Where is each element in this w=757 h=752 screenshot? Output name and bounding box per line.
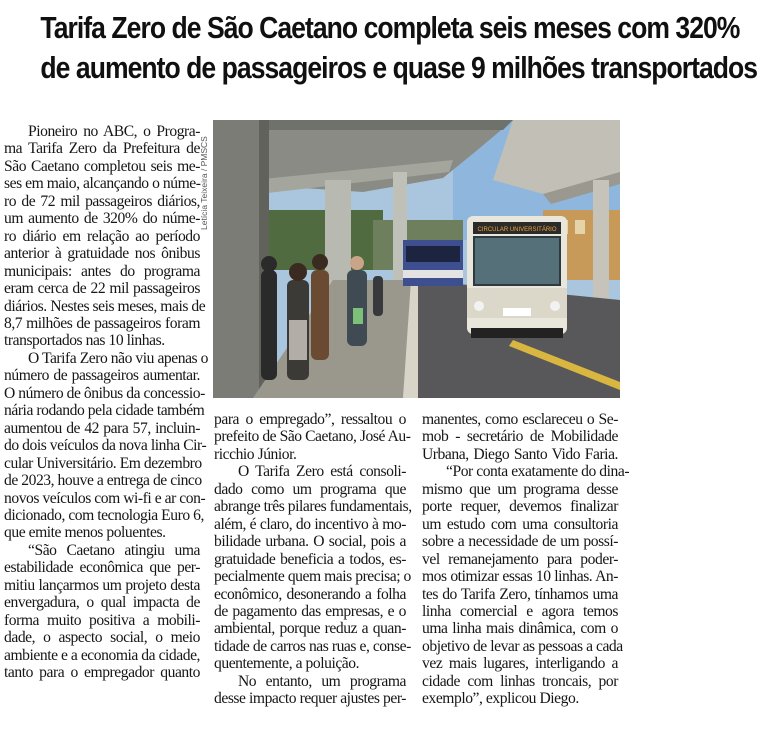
text-line: econômico, desonerando a folha [214, 585, 406, 603]
text-line: desse impacto requer ajustes per- [214, 690, 406, 708]
text-line: envergadura, o qual impacta de [4, 594, 200, 612]
text-line: 8,7 milhões de passageiros foram [4, 314, 200, 332]
text-line: para o empregado”, ressaltou o [214, 411, 406, 428]
text-line: ambiental, porque reduz a quan- [214, 620, 406, 638]
text-line: anterior à gratuidade nos ônibus [4, 245, 200, 263]
text-line: forma muito positiva a mobili- [4, 611, 200, 629]
text-line: do dois veículos da nova linha Cir- [4, 437, 207, 455]
text-line: transportados nas 10 linhas. [4, 332, 165, 350]
text-line: um estudo com uma consultoria [422, 515, 618, 533]
text-line: ma Tarifa Zero da Prefeitura de [4, 140, 200, 158]
text-line: ambiente e a economia da cidade, [4, 646, 201, 664]
text-line: um aumento de 320% do núme- [4, 210, 200, 228]
text-line: que emite menos poluentes. [4, 524, 166, 542]
text-line: vez mais lugares, interligando a [422, 655, 618, 673]
text-line: ro de 72 mil passageiros diários, [4, 192, 200, 210]
text-line: municipais: antes do programa [4, 262, 200, 280]
text-line: “São Caetano atingiu uma [28, 541, 200, 559]
text-line: novos veículos com wi-fi e ar con- [4, 489, 206, 507]
text-line: gratuidade beneficia a todos, es- [214, 550, 406, 568]
text-line: abrange três pilares fundamentais, [214, 498, 412, 516]
text-line: ses em maio, alcançando o núme- [4, 175, 201, 193]
text-line: Pioneiro no ABC, o Progra- [28, 123, 200, 140]
text-line: linha comercial e agora temos [422, 602, 618, 620]
text-line: porte requer, devemos finalizar [422, 498, 618, 516]
text-line: número de passageiros aumentar. [4, 367, 200, 385]
text-line: nária rodando pela cidade também [4, 402, 205, 420]
text-line: No entanto, um programa [238, 672, 406, 690]
text-line: dade, o aspecto social, o meio [4, 629, 200, 647]
text-line: dicionado, com tecnologia Euro 6, [4, 506, 204, 524]
headline-line-2: de aumento de passageiros e quase 9 milhões transportados [40, 51, 757, 85]
text-line: bilidade urbana. O social, pois a [214, 533, 406, 551]
text-line: tes do Tarifa Zero, tínhamos uma [422, 585, 618, 603]
text-line: objetivo de levar as pessoas a cada [422, 637, 623, 655]
text-line: cular Universitário. Em dezembro [4, 454, 202, 472]
text-line: eram cerca de 22 mil passageiros [4, 280, 200, 298]
text-line: mos otimizar essas 10 linhas. An- [422, 568, 618, 586]
photo-credit: Letícia Teixeira / PMSCS [199, 136, 209, 230]
text-line: mismo que um programa desse [422, 480, 618, 498]
text-line: prefeito de São Caetano, José Au- [214, 428, 411, 446]
bus-route-sign: CIRCULAR UNIVERSITÁRIO [477, 227, 557, 233]
text-line: exemplo”, explicou Diego. [422, 690, 579, 708]
text-line: dado como um programa que [214, 480, 406, 498]
text-line: vel remanejamento para poder- [422, 550, 618, 568]
text-line: ro diário em relação ao período [4, 227, 200, 245]
text-line: tanto para o empregador quanto [4, 664, 200, 682]
text-line: Urbana, Diego Santo Vido Faria. [422, 445, 618, 463]
headline-line-1: Tarifa Zero de São Caetano completa seis meses com 320% [40, 11, 740, 45]
text-line: ricchio Júnior. [214, 445, 297, 463]
text-line: tidade de carros nas ruas e, conse- [214, 637, 411, 655]
text-line: “Por conta exatamente do dina- [446, 463, 630, 481]
text-line: quentemente, a poluição. [214, 655, 360, 673]
text-line: manentes, como esclareceu o Se- [422, 411, 618, 428]
article-column-2 [214, 411, 412, 708]
article-column-3 [422, 411, 630, 708]
text-line: estabilidade econômica que per- [4, 559, 200, 577]
text-line: pecialmente quem mais precisa; o [214, 568, 411, 586]
text-line: diários. Nestes seis meses, mais de [4, 297, 206, 315]
text-line: aumentou de 42 para 57, incluin- [4, 419, 200, 437]
headline [0, 8, 757, 88]
text-line: mitiu lançarmos um projeto desta [4, 576, 200, 594]
text-line: de pagamento das empresas, e o [214, 602, 406, 620]
text-line: de 2023, houve a entrega de cinco [4, 472, 202, 490]
text-line: mob - secretário de Mobilidade [422, 428, 618, 446]
text-line: uma linha mais dinâmica, com o [422, 620, 618, 638]
text-line: O Tarifa Zero não viu apenas o [28, 349, 208, 367]
text-line: sobre a necessidade de um possí- [422, 533, 618, 551]
text-line: São Caetano completou seis me- [4, 157, 200, 175]
text-line: O Tarifa Zero está consoli- [238, 463, 406, 481]
bus-terminal-photo [213, 120, 620, 398]
text-line: O número de ônibus da concessio- [4, 384, 205, 402]
text-line: além, é claro, do incentivo à mo- [214, 515, 406, 533]
text-line: cidade com linhas troncais, por [422, 672, 618, 690]
